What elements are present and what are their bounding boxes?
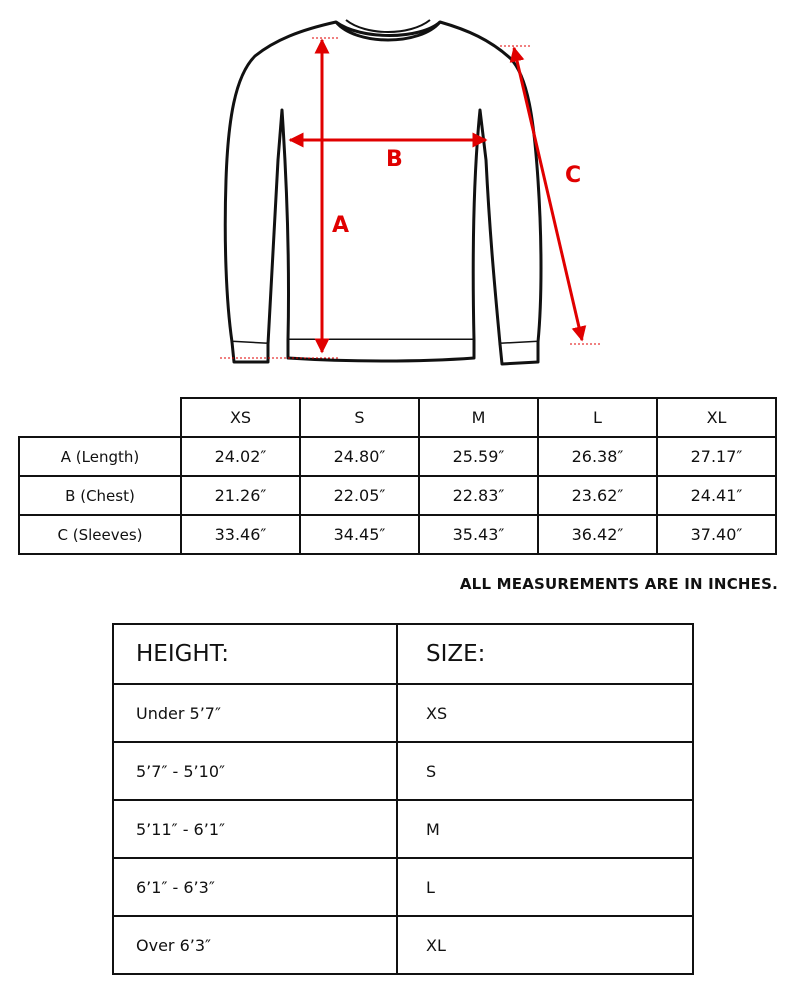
measurement-cell: 22.83″ <box>419 476 538 515</box>
height-header-row <box>113 624 693 684</box>
size-header: S <box>300 398 419 437</box>
size-cell: M <box>397 800 693 858</box>
units-note: ALL MEASUREMENTS ARE IN INCHES. <box>459 575 778 593</box>
size-cell: L <box>397 858 693 916</box>
size-cell: S <box>397 742 693 800</box>
size-header: XL <box>657 398 776 437</box>
measurement-cell: 34.45″ <box>300 515 419 554</box>
row-label: B (Chest) <box>19 476 181 515</box>
height-cell: Over 6’3″ <box>113 916 397 974</box>
label-a: A <box>332 213 350 238</box>
measurement-cell: 36.42″ <box>538 515 657 554</box>
size-header: SIZE: <box>397 624 693 684</box>
label-c: C <box>565 163 582 188</box>
table-row <box>113 916 693 974</box>
size-header: L <box>538 398 657 437</box>
height-cell: 6’1″ - 6’3″ <box>113 858 397 916</box>
height-cell: Under 5’7″ <box>113 684 397 742</box>
height-cell: 5’7″ - 5’10″ <box>113 742 397 800</box>
measurement-cell: 22.05″ <box>300 476 419 515</box>
measurement-cell: 25.59″ <box>419 437 538 476</box>
measurement-cell: 23.62″ <box>538 476 657 515</box>
corner-cell <box>19 398 181 437</box>
table-row <box>113 684 693 742</box>
label-b: B <box>386 147 403 172</box>
table-row <box>113 800 693 858</box>
measurement-cell: 33.46″ <box>181 515 300 554</box>
table-row <box>19 437 776 476</box>
size-cell: XS <box>397 684 693 742</box>
size-header-row <box>19 398 776 437</box>
row-label: C (Sleeves) <box>19 515 181 554</box>
sweatshirt-diagram <box>0 0 800 380</box>
measurement-cell: 24.02″ <box>181 437 300 476</box>
measurements-table <box>18 397 777 555</box>
height-size-table <box>112 623 694 975</box>
table-row <box>113 858 693 916</box>
measurement-cell: 27.17″ <box>657 437 776 476</box>
row-label: A (Length) <box>19 437 181 476</box>
sweatshirt-outline <box>225 20 541 364</box>
measurement-cell: 24.41″ <box>657 476 776 515</box>
measurement-cell: 24.80″ <box>300 437 419 476</box>
size-header: M <box>419 398 538 437</box>
height-cell: 5’11″ - 6’1″ <box>113 800 397 858</box>
measurement-cell: 37.40″ <box>657 515 776 554</box>
table-row <box>113 742 693 800</box>
size-header: XS <box>181 398 300 437</box>
table-row <box>19 476 776 515</box>
size-cell: XL <box>397 916 693 974</box>
measurement-cell: 21.26″ <box>181 476 300 515</box>
measurement-cell: 26.38″ <box>538 437 657 476</box>
table-row <box>19 515 776 554</box>
height-header: HEIGHT: <box>113 624 397 684</box>
measurement-cell: 35.43″ <box>419 515 538 554</box>
